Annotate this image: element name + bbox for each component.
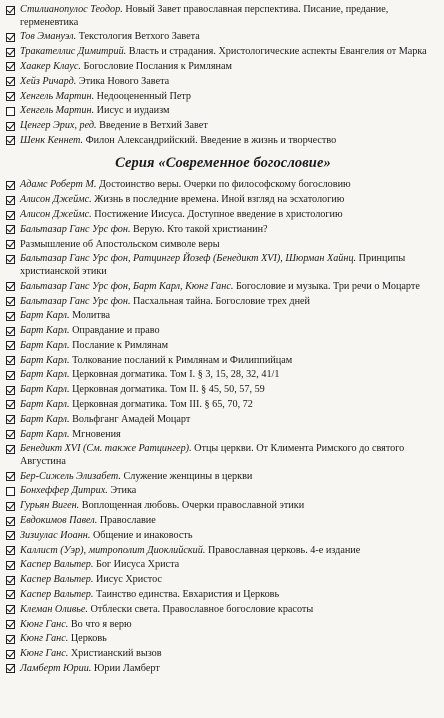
item-author: Барт Карл. — [20, 384, 70, 396]
item-author: Адамс Роберт М. — [20, 179, 97, 191]
item-text — [20, 209, 440, 222]
list-item — [6, 224, 440, 237]
item-author: Барт Карл. — [20, 428, 70, 440]
item-title: Иисус Христос — [95, 574, 162, 586]
item-text — [20, 120, 440, 133]
checked-checkbox-icon[interactable] — [6, 225, 15, 234]
list-item — [6, 369, 440, 382]
list-item — [6, 648, 440, 661]
list-item — [6, 663, 440, 676]
checked-checkbox-icon[interactable] — [6, 341, 15, 350]
checked-checkbox-icon[interactable] — [6, 371, 15, 380]
item-author: Шенк Кеннет. — [20, 134, 84, 146]
item-text — [20, 253, 440, 278]
checked-checkbox-icon[interactable] — [6, 635, 15, 644]
item-text — [20, 545, 440, 558]
checked-checkbox-icon[interactable] — [6, 196, 15, 205]
item-title: Юрии Ламберт — [93, 662, 160, 674]
item-text — [20, 485, 440, 498]
checked-checkbox-icon[interactable] — [6, 136, 15, 145]
item-author: Клеман Оливье. — [20, 603, 88, 615]
item-title: Размышление об Апостольском символе веры — [20, 238, 220, 250]
list-item — [6, 76, 440, 89]
item-author: Бальтазар Ганс Урс фон. — [20, 223, 131, 235]
item-text — [20, 384, 440, 397]
list-item — [6, 559, 440, 572]
checked-checkbox-icon[interactable] — [6, 531, 15, 540]
item-text — [20, 500, 440, 513]
item-title: Пасхальная тайна. Богословие трех дней — [133, 295, 310, 307]
list-item — [6, 281, 440, 294]
item-title: Церковная догматика. Том I. § 3, 15, 28, 32, 41/1 — [72, 369, 280, 381]
item-title: Православная церковь. 4-е издание — [207, 544, 361, 556]
item-text — [20, 239, 440, 252]
list-item — [6, 179, 440, 192]
item-text — [20, 589, 440, 602]
item-title: Отблески света. Православное богословие красоты — [90, 603, 314, 615]
item-title: Отцы церкви. От Климента Римского до святого Августина — [20, 443, 405, 467]
item-title: Недооцененный Петр — [96, 90, 192, 102]
list-item — [6, 296, 440, 309]
item-title: Христианский вызов — [70, 648, 162, 660]
checked-checkbox-icon[interactable] — [6, 255, 15, 264]
item-text — [20, 633, 440, 646]
item-text — [20, 91, 440, 104]
item-title: Богословие Послания к Римлянам — [83, 60, 232, 72]
item-text — [20, 281, 440, 294]
item-author: Барт Карл. — [20, 310, 70, 322]
list-item — [6, 4, 440, 29]
checked-checkbox-icon[interactable] — [6, 430, 15, 439]
unchecked-checkbox-icon[interactable] — [6, 107, 15, 116]
item-title: Мгновения — [72, 428, 121, 440]
list-item — [6, 384, 440, 397]
checked-checkbox-icon[interactable] — [6, 400, 15, 409]
list-item — [6, 91, 440, 104]
item-author: Алисон Джеймс. — [20, 209, 92, 220]
item-text — [20, 46, 440, 59]
item-text — [20, 648, 440, 661]
item-title: Иисус и иудаизм — [96, 105, 170, 117]
item-author: Бальтазар Ганс Урс фон, Ратцингер Йозеф (Бенедикт XVI), Шюрман Хайнц. — [20, 253, 357, 265]
item-author: Барт Карл. — [20, 413, 70, 425]
list-item — [6, 429, 440, 442]
item-text — [20, 471, 440, 484]
item-title: Толкование посланий к Римлянам и Филиппийцам — [72, 354, 293, 366]
item-author: Хенгель Мартин. — [20, 90, 95, 102]
item-author: Бальтазар Ганс Урс фон. — [20, 295, 131, 307]
item-title: Вольфганг Амадей Моцарт — [72, 413, 191, 425]
item-author: Евдокимов Павел. — [20, 515, 98, 527]
item-text — [20, 194, 440, 207]
checked-checkbox-icon[interactable] — [6, 576, 15, 585]
item-text — [20, 530, 440, 543]
item-text — [20, 179, 440, 192]
list-item — [6, 135, 440, 148]
item-text — [20, 4, 440, 29]
checked-checkbox-icon[interactable] — [6, 472, 15, 481]
item-text — [20, 325, 440, 338]
item-text — [20, 76, 440, 89]
item-title: Новый Завет православная перспектива. Писание, предание, герменевтика — [20, 4, 389, 28]
item-author: Тов Эмануэл. — [20, 31, 77, 43]
list-item — [6, 589, 440, 602]
page-cut-edge — [0, 713, 444, 718]
checked-checkbox-icon[interactable] — [6, 327, 15, 336]
item-author: Хейз Ричард. — [20, 75, 77, 87]
item-title: Богословие и музыка. Три речи о Моцарте — [235, 280, 420, 292]
item-text — [20, 619, 440, 632]
item-title: Воплощенная любовь. Очерки православной этики — [81, 500, 305, 512]
item-text — [20, 559, 440, 572]
checked-checkbox-icon[interactable] — [6, 415, 15, 424]
checked-checkbox-icon[interactable] — [6, 650, 15, 659]
checked-checkbox-icon[interactable] — [6, 517, 15, 526]
item-author: Барт Карл. — [20, 354, 70, 366]
item-author: Барт Карл. — [20, 325, 70, 337]
item-text — [20, 399, 440, 412]
item-author: Хенгель Мартин. — [20, 105, 95, 117]
checked-checkbox-icon[interactable] — [6, 297, 15, 306]
item-title: Молитва — [72, 310, 111, 322]
item-title: Послание к Римлянам — [72, 339, 169, 351]
item-text — [20, 31, 440, 44]
checked-checkbox-icon[interactable] — [6, 620, 15, 629]
item-text — [20, 135, 440, 148]
list-item — [6, 105, 440, 118]
list-item — [6, 325, 440, 338]
item-text — [20, 414, 440, 427]
list-item — [6, 530, 440, 543]
checklist-series — [6, 179, 440, 675]
item-text — [20, 105, 440, 118]
list-item — [6, 604, 440, 617]
item-text — [20, 369, 440, 382]
item-title: Церковная догматика. Том III. § 65, 70, 72 — [72, 398, 253, 410]
list-item — [6, 194, 440, 207]
item-author: Каспер Вальтер. — [20, 574, 94, 586]
item-author: Бер-Сижель Элизабет. — [20, 470, 121, 482]
item-author: Каспер Вальтер. — [20, 559, 94, 571]
item-author: Кюнг Ганс. — [20, 633, 69, 645]
item-title: Бог Иисуса Христа — [95, 559, 180, 571]
item-title: Верую. Кто такой христианин? — [133, 223, 268, 235]
item-author: Каспер Вальтер. — [20, 588, 94, 600]
item-title: Достоинство веры. Очерки по философскому богословию — [98, 179, 351, 191]
checked-checkbox-icon[interactable] — [6, 181, 15, 190]
list-item — [6, 633, 440, 646]
item-title: Этика Нового Завета — [78, 75, 170, 87]
item-title: Принципы христианской этики — [20, 253, 406, 277]
checked-checkbox-icon[interactable] — [6, 77, 15, 86]
item-title: Филон Александрийский. Введение в жизнь и творчество — [85, 134, 337, 146]
item-text — [20, 604, 440, 617]
item-title: Жизнь в последние времена. Иной взгляд на эсхатологию — [94, 194, 345, 206]
list-item — [6, 471, 440, 484]
checked-checkbox-icon[interactable] — [6, 48, 15, 57]
item-title: Во что я верю — [70, 618, 132, 630]
item-text — [20, 355, 440, 368]
checked-checkbox-icon[interactable] — [6, 445, 15, 454]
checked-checkbox-icon[interactable] — [6, 122, 15, 131]
list-item — [6, 355, 440, 368]
item-title: Власть и страдания. Христологические аспекты Евангелия от Марка — [128, 46, 427, 58]
list-item — [6, 46, 440, 59]
checked-checkbox-icon[interactable] — [6, 386, 15, 395]
checked-checkbox-icon[interactable] — [6, 62, 15, 71]
list-item — [6, 239, 440, 252]
item-author: Тракателлис Димитрий. — [20, 46, 127, 58]
item-author: Барт Карл. — [20, 339, 70, 351]
checked-checkbox-icon[interactable] — [6, 590, 15, 599]
item-text — [20, 663, 440, 676]
checked-checkbox-icon[interactable] — [6, 92, 15, 101]
item-author: Алисон Джеймс. — [20, 194, 92, 206]
item-title: Церковная догматика. Том II. § 45, 50, 57, 59 — [72, 384, 265, 396]
item-text — [20, 310, 440, 323]
item-author: Хаакер Клаус. — [20, 60, 81, 72]
list-item — [6, 253, 440, 278]
item-author: Барт Карл. — [20, 369, 70, 381]
item-author: Кюнг Ганс. — [20, 648, 69, 660]
item-title: Оправдание и право — [72, 325, 160, 337]
list-item — [6, 485, 440, 498]
item-author: Ламберт Юрии. — [20, 662, 92, 674]
list-item — [6, 619, 440, 632]
item-author: Стилианопулос Теодор. — [20, 4, 123, 15]
item-title: Общение и инаковость — [92, 529, 193, 541]
item-title: Таинство единства. Евхаристия и Церковь — [95, 588, 280, 600]
section-title: Серия «Современное богословие» — [115, 155, 331, 172]
list-item — [6, 515, 440, 528]
item-text — [20, 340, 440, 353]
checked-checkbox-icon[interactable] — [6, 546, 15, 555]
item-author: Кюнг Ганс. — [20, 618, 69, 630]
unchecked-checkbox-icon[interactable] — [6, 487, 15, 496]
item-author: Бонхеффер Дитрих. — [20, 485, 108, 497]
list-item — [6, 500, 440, 513]
item-title: Этика — [110, 485, 137, 497]
item-text — [20, 224, 440, 237]
item-text — [20, 443, 440, 468]
list-item — [6, 61, 440, 74]
item-author: Гурьян Виген. — [20, 500, 80, 512]
list-item — [6, 399, 440, 412]
item-title: Церковь — [70, 633, 107, 645]
item-text — [20, 429, 440, 442]
item-author: Зизиулас Иоанн. — [20, 529, 91, 541]
list-item — [6, 120, 440, 133]
checklist-top — [6, 4, 440, 147]
item-text — [20, 61, 440, 74]
list-item — [6, 31, 440, 44]
list-item — [6, 209, 440, 222]
item-text — [20, 515, 440, 528]
item-title: Постижение Иисуса. Доступное введение в христологию — [94, 209, 343, 220]
checked-checkbox-icon[interactable] — [6, 605, 15, 614]
item-title: Служение женщины в церкви — [123, 470, 253, 482]
checked-checkbox-icon[interactable] — [6, 240, 15, 249]
checked-checkbox-icon[interactable] — [6, 502, 15, 511]
list-item — [6, 340, 440, 353]
item-author: Бенедикт XVI (См. также Ратцингер). — [20, 443, 192, 455]
list-item — [6, 545, 440, 558]
checked-checkbox-icon[interactable] — [6, 33, 15, 42]
item-title: Православие — [99, 515, 156, 527]
item-author: Барт Карл. — [20, 398, 70, 410]
item-author: Каллист (Уэр), митрополит Диоклийский. — [20, 544, 206, 556]
checked-checkbox-icon[interactable] — [6, 561, 15, 570]
item-title: Текстология Ветхого Завета — [78, 31, 200, 43]
checked-checkbox-icon[interactable] — [6, 356, 15, 365]
checked-checkbox-icon[interactable] — [6, 664, 15, 673]
item-text — [20, 574, 440, 587]
item-text — [20, 296, 440, 309]
item-author: Бальтазар Ганс Урс фон, Барт Карл, Кюнг Ганс. — [20, 280, 234, 292]
list-item — [6, 574, 440, 587]
checked-checkbox-icon[interactable] — [6, 211, 15, 220]
checked-checkbox-icon[interactable] — [6, 282, 15, 291]
list-item — [6, 443, 440, 468]
list-item — [6, 414, 440, 427]
item-title: Введение в Ветхий Завет — [99, 120, 208, 132]
list-item — [6, 310, 440, 323]
item-author: Ценгер Эрих, ред. — [20, 120, 97, 132]
checked-checkbox-icon[interactable] — [6, 312, 15, 321]
checked-checkbox-icon[interactable] — [6, 6, 15, 15]
